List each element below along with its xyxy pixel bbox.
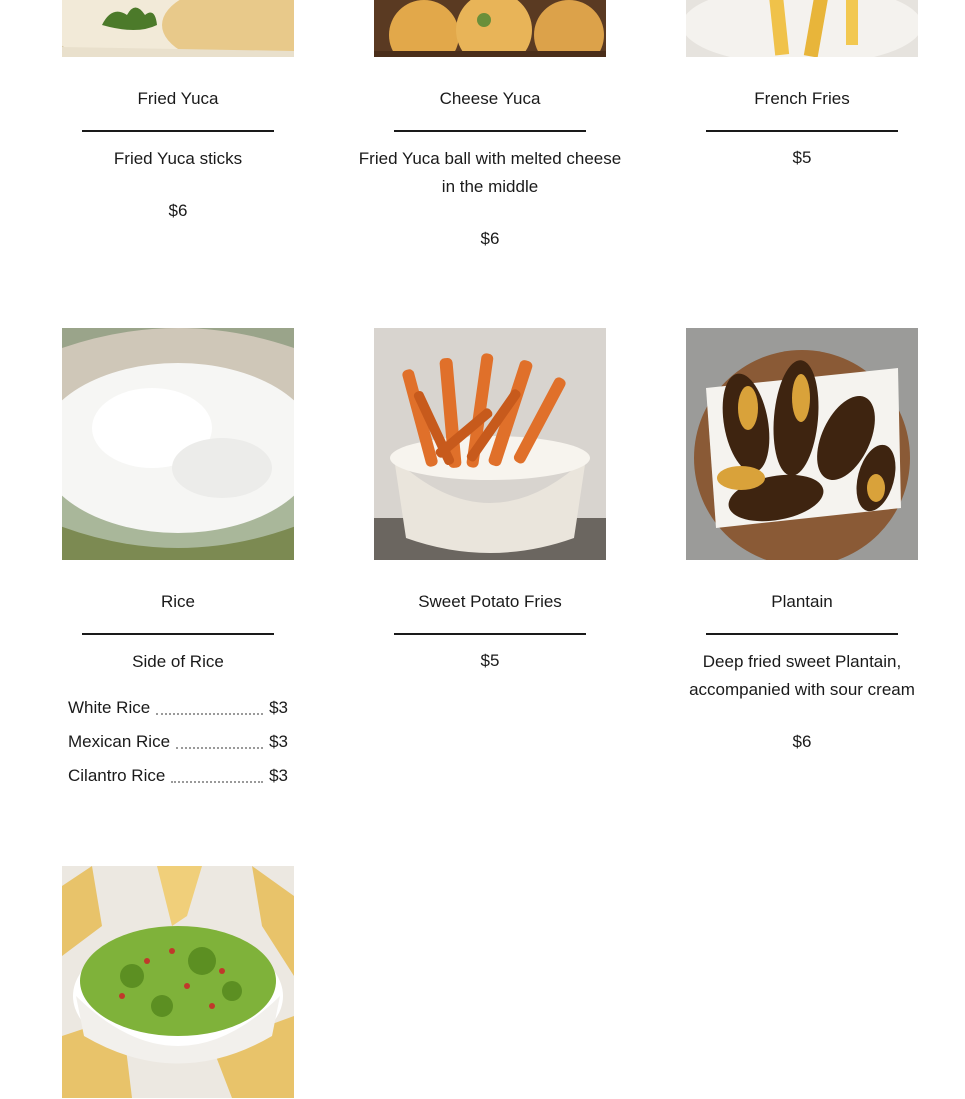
item-price: $6 [480, 229, 500, 248]
dotted-leader [171, 781, 263, 783]
french-fries-photo[interactable] [686, 0, 918, 57]
cheese-yuca-photo[interactable] [374, 0, 606, 57]
option-name: Cilantro Rice [68, 766, 166, 785]
option-price: $3 [269, 766, 288, 785]
item-price: $5 [792, 148, 812, 167]
divider [394, 130, 586, 132]
fried-yuca-photo[interactable] [62, 0, 294, 57]
option-price: $3 [269, 732, 288, 751]
dotted-leader [176, 747, 263, 749]
sweet-potato-fries-photo[interactable] [374, 328, 606, 560]
divider [82, 130, 274, 132]
list-item [68, 719, 288, 753]
option-name: Mexican Rice [68, 732, 171, 751]
item-price: $5 [480, 651, 500, 670]
item-name: Rice [160, 592, 195, 611]
option-price: $3 [269, 698, 288, 717]
item-price: $6 [792, 732, 812, 751]
item-name: Sweet Potato Fries [418, 592, 562, 611]
dotted-leader [156, 713, 263, 715]
item-description: Deep fried sweet Plantain, accompanied with sour cream [689, 652, 915, 699]
rice-photo[interactable] [62, 328, 294, 560]
list-item [68, 685, 288, 719]
item-name: Cheese Yuca [439, 89, 541, 108]
rice-options-list [68, 685, 288, 787]
item-description: Fried Yuca ball with melted cheese in the middle [358, 149, 622, 196]
plantain-photo[interactable] [686, 328, 918, 560]
item-name: Plantain [771, 592, 833, 611]
guacamole-photo[interactable] [62, 866, 294, 1098]
divider [82, 633, 274, 635]
list-item [68, 753, 288, 787]
divider [394, 633, 586, 635]
option-name: White Rice [68, 698, 151, 717]
item-description: Fried Yuca sticks [113, 149, 243, 168]
item-description: Side of Rice [132, 652, 224, 671]
item-name: French Fries [754, 89, 850, 108]
divider [706, 633, 898, 635]
divider [706, 130, 898, 132]
item-name: Fried Yuca [137, 89, 219, 108]
item-price: $6 [168, 201, 188, 220]
